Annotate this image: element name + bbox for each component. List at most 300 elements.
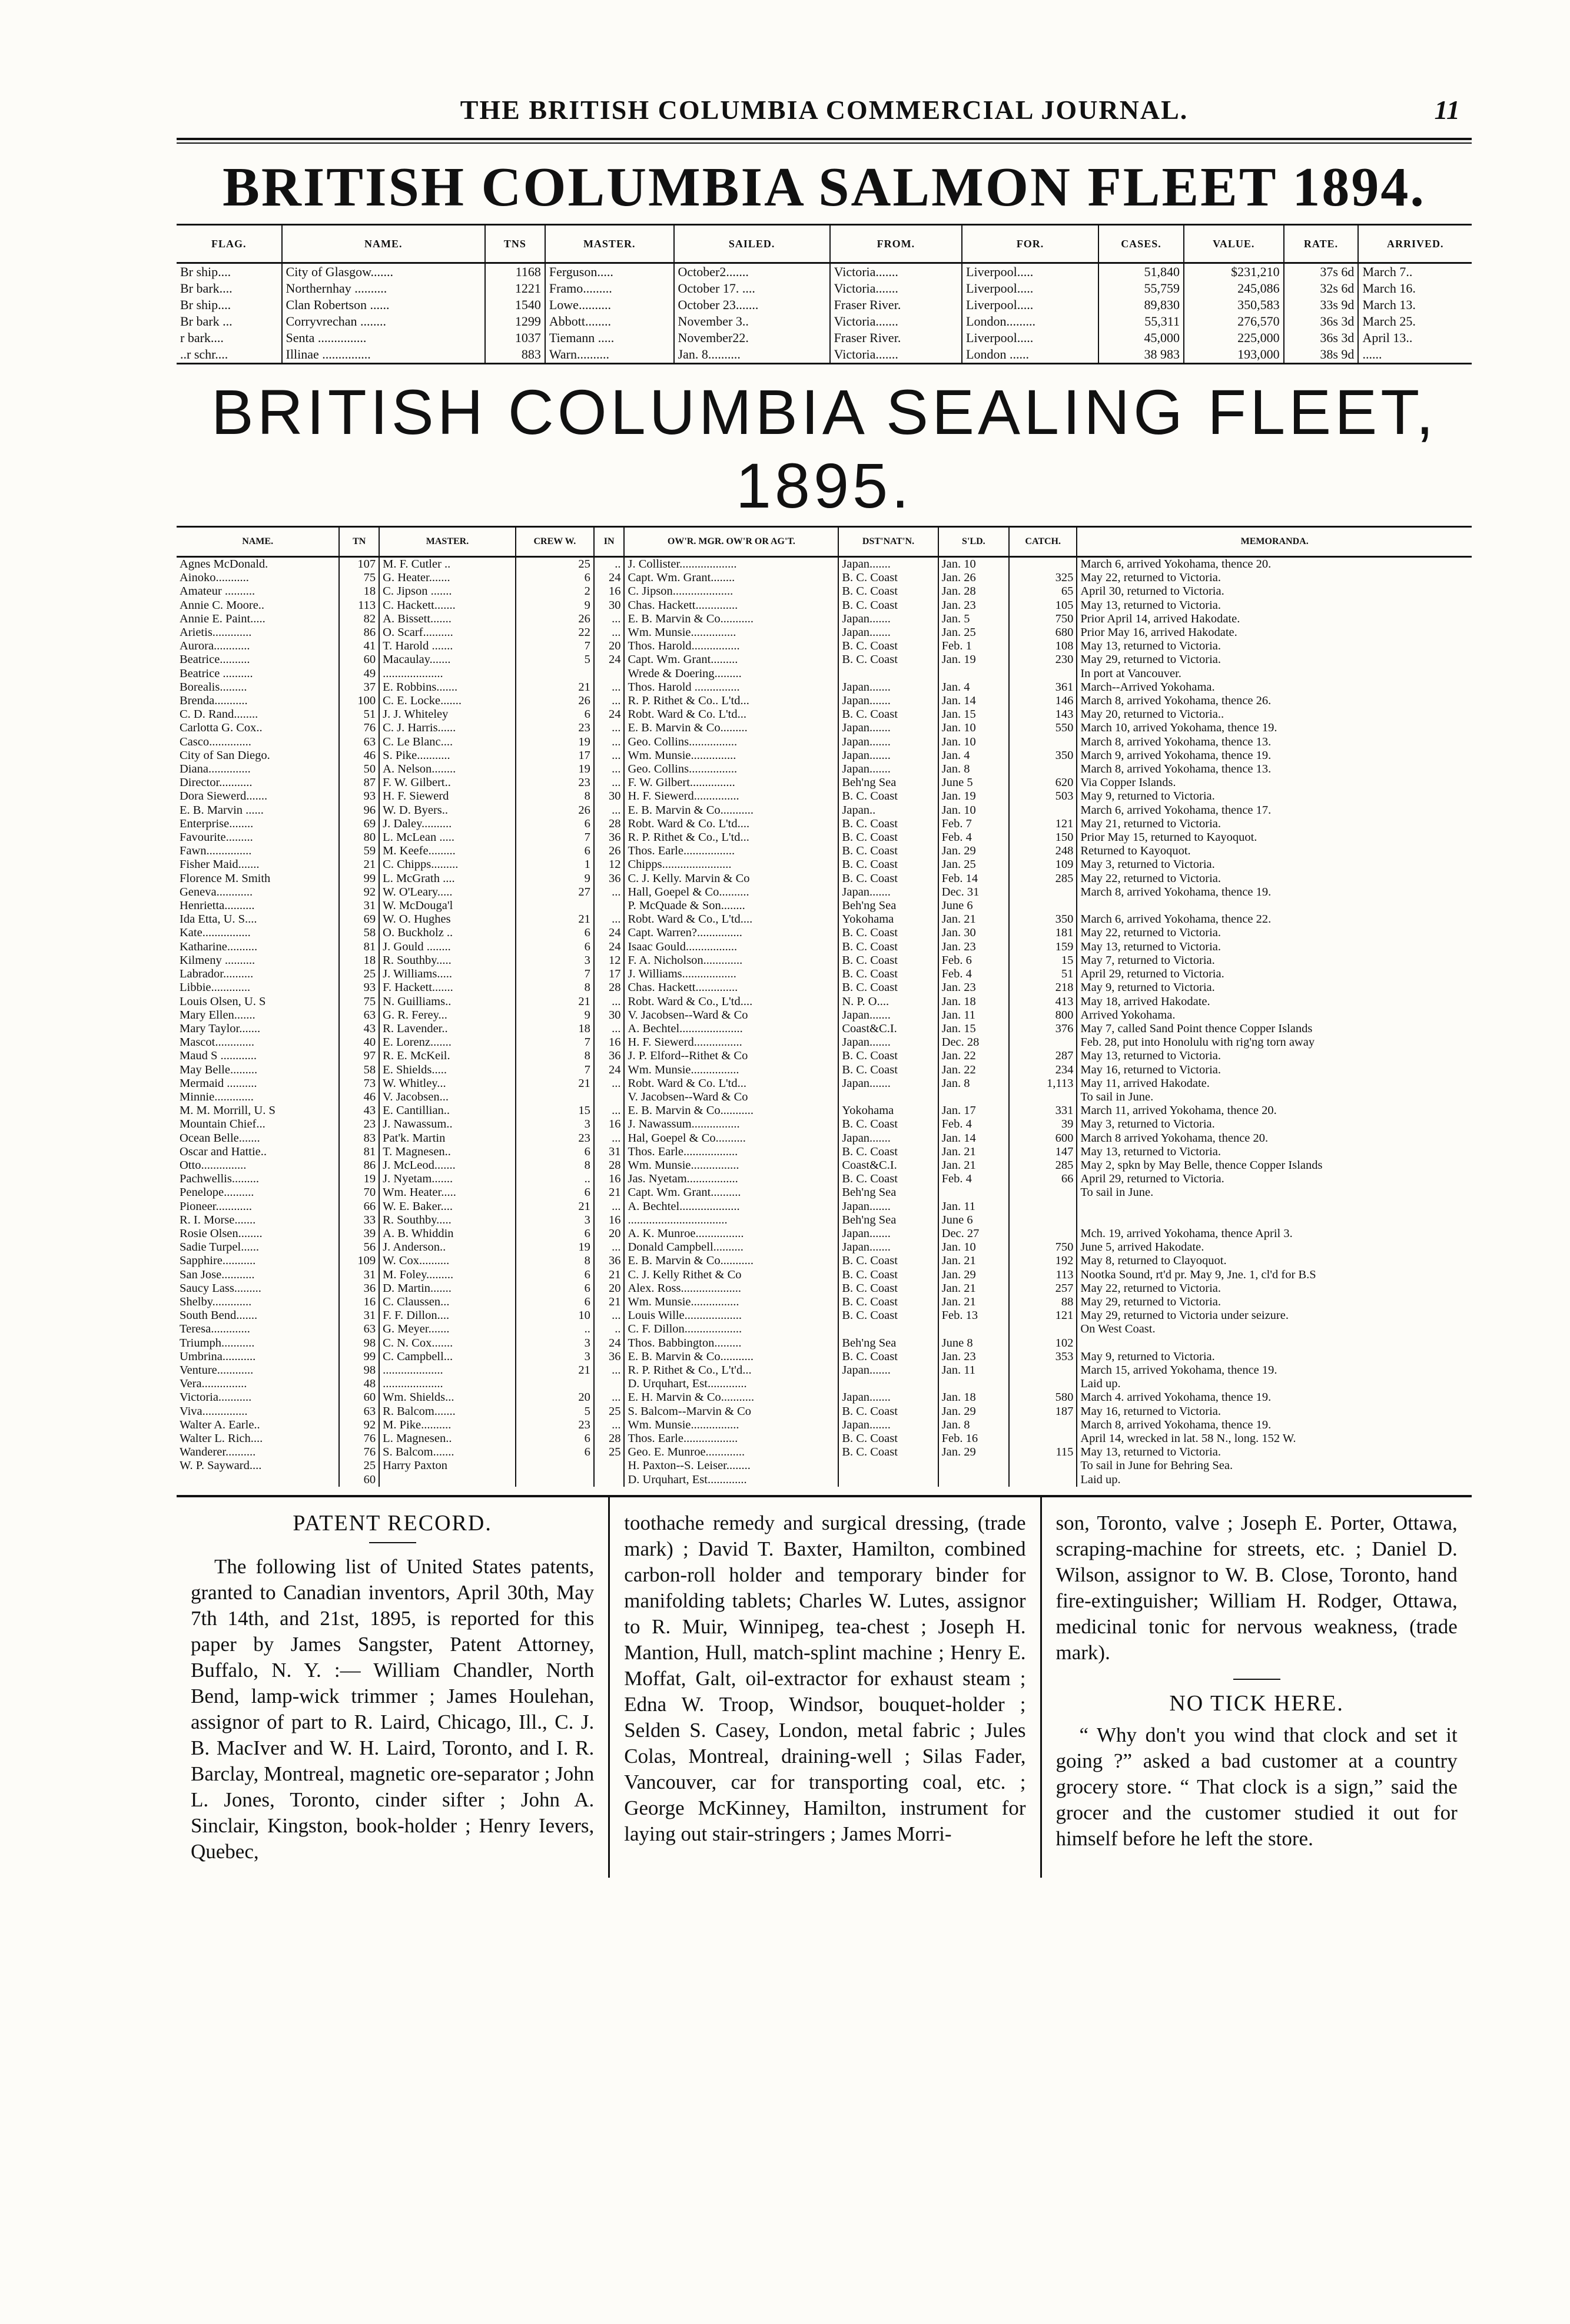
table-cell: J. J. Whiteley xyxy=(379,708,516,721)
table-cell: March 7.. xyxy=(1358,263,1472,281)
divider xyxy=(369,1542,416,1543)
table-cell: Thos. Earle.................. xyxy=(624,1432,838,1446)
table-cell: Jan. 10 xyxy=(938,1241,1009,1254)
table-cell: Kilmeny .......... xyxy=(180,953,255,967)
table-cell: 48 xyxy=(339,1377,379,1391)
table-cell: June 5, arrived Hakodate. xyxy=(1077,1241,1472,1254)
table-cell xyxy=(1009,886,1077,899)
table-cell: 31 xyxy=(339,899,379,913)
table-cell: On West Coast. xyxy=(1077,1322,1472,1336)
table-row xyxy=(177,954,1472,967)
table-cell: 121 xyxy=(1009,1309,1077,1322)
table-cell: B. C. Coast xyxy=(838,817,938,831)
table-cell: City of Glasgow....... xyxy=(282,263,485,281)
column-header: NAME. xyxy=(282,225,485,263)
table-cell: 31 xyxy=(339,1268,379,1282)
table-cell: J. P. Elford--Rithet & Co xyxy=(624,1049,838,1063)
table-cell: Florence M. Smith xyxy=(180,871,271,885)
table-cell: Thos. Babbington......... xyxy=(624,1337,838,1350)
column-header: IN xyxy=(594,527,625,557)
table-cell: 16 xyxy=(594,1214,625,1227)
table-cell: Japan....... xyxy=(838,1200,938,1214)
table-cell: Fraser River. xyxy=(830,297,962,313)
table-cell: W. McDouga'l xyxy=(379,899,516,913)
table-cell: Br bark ... xyxy=(180,314,233,329)
table-cell xyxy=(1009,1214,1077,1227)
table-cell: 245,086 xyxy=(1184,280,1284,297)
table-cell: B. C. Coast xyxy=(838,1309,938,1322)
table-row xyxy=(177,1418,1472,1432)
table-cell: Capt. Wm. Grant........ xyxy=(624,571,838,585)
table-cell: 30 xyxy=(594,1009,625,1022)
table-cell: Nootka Sound, rt'd pr. May 9, Jne. 1, cl'd for B.S xyxy=(1077,1268,1472,1282)
table-cell: June 6 xyxy=(938,1214,1009,1227)
table-row xyxy=(177,1432,1472,1446)
table-cell xyxy=(838,1322,938,1336)
table-cell: Victoria........... xyxy=(180,1391,252,1404)
table-cell: Feb. 28, put into Honolulu with rig'ng torn away xyxy=(1077,1036,1472,1049)
table-cell: 350 xyxy=(1009,749,1077,762)
table-cell: ... xyxy=(594,721,625,735)
table-cell xyxy=(516,1459,594,1473)
table-cell: Jan. 21 xyxy=(938,1159,1009,1172)
table-cell: Feb. 4 xyxy=(938,1172,1009,1186)
table-cell: Japan....... xyxy=(838,681,938,694)
table-cell: 60 xyxy=(339,1473,379,1487)
table-cell: 21 xyxy=(339,858,379,871)
table-cell: 21 xyxy=(516,1364,594,1377)
table-row xyxy=(177,1391,1472,1404)
table-row xyxy=(177,571,1472,585)
table-cell: 18 xyxy=(339,954,379,967)
table-cell: 56 xyxy=(339,1241,379,1254)
table-cell: 6 xyxy=(516,571,594,585)
table-cell: 33 xyxy=(339,1214,379,1227)
table-row xyxy=(177,913,1472,926)
table-cell: 12 xyxy=(594,858,625,871)
table-row xyxy=(177,1214,1472,1227)
table-cell: March 25. xyxy=(1358,313,1472,330)
table-cell: 102 xyxy=(1009,1337,1077,1350)
table-cell: A. Bechtel..................... xyxy=(624,1022,838,1036)
table-cell: Isaac Gould................. xyxy=(624,940,838,954)
table-cell: 93 xyxy=(339,981,379,994)
table-cell: Henrietta.......... xyxy=(180,899,255,913)
table-cell: B. C. Coast xyxy=(838,585,938,598)
table-cell: 23 xyxy=(516,1418,594,1432)
table-cell: Harry Paxton xyxy=(379,1459,516,1473)
table-cell: Jan. 23 xyxy=(938,599,1009,612)
table-cell: 20 xyxy=(594,1282,625,1295)
table-cell: B. C. Coast xyxy=(838,1118,938,1131)
table-cell: 36 xyxy=(594,1049,625,1063)
table-cell: 285 xyxy=(1009,1159,1077,1172)
table-cell: Jan. 25 xyxy=(938,858,1009,871)
table-cell: W. E. Baker.... xyxy=(379,1200,516,1214)
table-row xyxy=(177,1159,1472,1172)
table-cell: Beh'ng Sea xyxy=(838,899,938,913)
table-row xyxy=(177,1350,1472,1364)
table-cell: 21 xyxy=(516,1077,594,1090)
column-header: RATE. xyxy=(1284,225,1359,263)
table-cell: Amateur .......... xyxy=(180,585,255,598)
table-cell: 65 xyxy=(1009,585,1077,598)
table-cell: Pachwellis......... xyxy=(180,1172,259,1186)
table-cell: 30 xyxy=(594,599,625,612)
table-cell: Jan. 11 xyxy=(938,1364,1009,1377)
table-cell: 23 xyxy=(516,721,594,735)
table-cell: J. Nawassum................ xyxy=(624,1118,838,1131)
table-cell: 99 xyxy=(339,1350,379,1364)
table-cell: Jan. 29 xyxy=(938,844,1009,858)
table-cell: 503 xyxy=(1009,790,1077,803)
table-cell: 25 xyxy=(516,557,594,572)
table-cell: B. C. Coast xyxy=(838,571,938,585)
table-cell: C. J. Kelly Rithet & Co xyxy=(624,1268,838,1282)
table-cell: 25 xyxy=(594,1446,625,1459)
table-row xyxy=(177,313,1472,330)
table-cell: 192 xyxy=(1009,1254,1077,1268)
table-cell xyxy=(1009,1090,1077,1104)
table-cell: 9 xyxy=(516,1009,594,1022)
table-cell: E. B. Marvin & Co........... xyxy=(624,1350,838,1364)
table-row xyxy=(177,1364,1472,1377)
table-cell: 24 xyxy=(594,926,625,940)
table-cell: ... xyxy=(594,1364,625,1377)
table-cell: 19 xyxy=(516,762,594,776)
table-row xyxy=(177,1145,1472,1159)
table-cell: 25 xyxy=(339,967,379,981)
table-cell: Feb. 1 xyxy=(938,639,1009,653)
table-row xyxy=(177,1309,1472,1322)
table-cell: 23 xyxy=(516,776,594,790)
table-row xyxy=(177,1009,1472,1022)
table-cell: Liverpool..... xyxy=(962,297,1098,313)
table-cell: Jan. 11 xyxy=(938,1009,1009,1022)
table-cell: 6 xyxy=(516,708,594,721)
table-cell: Geo. Collins................ xyxy=(624,762,838,776)
table-cell: F. W. Gilbert.. xyxy=(379,776,516,790)
table-cell: E. Lorenz....... xyxy=(379,1036,516,1049)
table-cell: Brenda........... xyxy=(180,694,248,708)
table-cell: W. O. Hughes xyxy=(379,913,516,926)
table-row xyxy=(177,1077,1472,1090)
table-cell: Feb. 6 xyxy=(938,954,1009,967)
table-cell: Jas. Nyetam................. xyxy=(624,1172,838,1186)
table-cell: Capt. Warren?............... xyxy=(624,926,838,940)
table-cell: 75 xyxy=(339,995,379,1009)
table-cell: C. F. Dillon................... xyxy=(624,1322,838,1336)
table-cell: 97 xyxy=(339,1049,379,1063)
table-cell: May 13, returned to Victoria. xyxy=(1077,1049,1472,1063)
table-cell: C. Hackett....... xyxy=(379,599,516,612)
table-cell: B. C. Coast xyxy=(838,1446,938,1459)
table-cell: 16 xyxy=(594,1172,625,1186)
table-cell: 96 xyxy=(339,804,379,817)
table-cell: Arrived Yokohama. xyxy=(1077,1009,1472,1022)
table-cell: C. Jipson ....... xyxy=(379,585,516,598)
table-cell: B. C. Coast xyxy=(838,981,938,994)
table-cell: 63 xyxy=(339,735,379,749)
table-row xyxy=(177,346,1472,364)
table-row xyxy=(177,280,1472,297)
table-cell: Jan. 21 xyxy=(938,1282,1009,1295)
table-cell: Liverpool..... xyxy=(962,280,1098,297)
table-cell: 33s 9d xyxy=(1284,297,1359,313)
table-cell: W. P. Sayward.... xyxy=(180,1459,262,1473)
table-cell: Mary Taylor....... xyxy=(180,1022,261,1035)
table-cell: Jan. 29 xyxy=(938,1446,1009,1459)
table-cell: Arietis............. xyxy=(180,626,252,639)
table-cell: R. Lavender.. xyxy=(379,1022,516,1036)
table-cell: 350 xyxy=(1009,913,1077,926)
column-header: FOR. xyxy=(962,225,1098,263)
table-row xyxy=(177,886,1472,899)
table-cell: 193,000 xyxy=(1184,346,1284,364)
table-cell: Jan. 15 xyxy=(938,1022,1009,1036)
table-cell: 21 xyxy=(594,1268,625,1282)
table-cell: 325 xyxy=(1009,571,1077,585)
table-cell: 50 xyxy=(339,762,379,776)
table-cell: Clan Robertson ...... xyxy=(282,297,485,313)
table-cell: Feb. 4 xyxy=(938,967,1009,981)
table-cell: Jan. 8 xyxy=(938,762,1009,776)
table-cell: Abbott........ xyxy=(545,313,674,330)
table-cell: March 6, arrived Yokohama, thence 17. xyxy=(1077,804,1472,817)
table-cell: 60 xyxy=(339,653,379,667)
table-cell: Vera............... xyxy=(180,1377,247,1391)
table-cell: B. C. Coast xyxy=(838,844,938,858)
table-cell: Viva............... xyxy=(180,1404,248,1418)
table-cell: ... xyxy=(594,886,625,899)
table-cell: ... xyxy=(594,1309,625,1322)
table-cell: J. Anderson.. xyxy=(379,1241,516,1254)
table-cell: 31 xyxy=(339,1309,379,1322)
table-cell: Kate................ xyxy=(180,926,251,940)
table-row xyxy=(177,967,1472,981)
table-cell: G. Meyer....... xyxy=(379,1322,516,1336)
table-cell: Jan. 23 xyxy=(938,940,1009,954)
table-cell: B. C. Coast xyxy=(838,967,938,981)
table-row xyxy=(177,981,1472,994)
table-cell: 66 xyxy=(1009,1172,1077,1186)
table-cell: ... xyxy=(594,1104,625,1118)
table-header-row xyxy=(177,527,1472,557)
table-cell: 150 xyxy=(1009,831,1077,844)
table-cell: B. C. Coast xyxy=(838,1432,938,1446)
table-cell: D. Urquhart, Est............. xyxy=(624,1473,838,1487)
table-cell: Liverpool..... xyxy=(962,330,1098,346)
patent-text: son, Toronto, valve ; Joseph E. Porter, Ottawa, scraping-machine for streets, etc. ; Daniel D. Wilson, assignor to W. B. Close, Toronto, hand fire-extinguisher; William H. Rodger, Ottawa, medicinal tonic for nervous weakness, (trade mark). xyxy=(1055,1511,1458,1664)
table-cell: Jan. 23 xyxy=(938,981,1009,994)
table-cell: 25 xyxy=(594,1405,625,1418)
table-cell: Wrede & Doering......... xyxy=(624,667,838,681)
table-row xyxy=(177,995,1472,1009)
table-cell: .................... xyxy=(379,1364,516,1377)
table-cell: R. Southby..... xyxy=(379,1214,516,1227)
table-cell: Robt. Ward & Co., L'td.... xyxy=(624,913,838,926)
table-cell: Jan. 30 xyxy=(938,926,1009,940)
table-cell: Jan. 19 xyxy=(938,653,1009,667)
table-cell: B. C. Coast xyxy=(838,1254,938,1268)
sealing-fleet-title: BRITISH COLUMBIA SEALING FLEET, 1895. xyxy=(211,376,1438,521)
table-cell: 37 xyxy=(339,681,379,694)
table-row xyxy=(177,1172,1472,1186)
table-cell: Japan....... xyxy=(838,694,938,708)
table-cell: Ida Etta, U. S.... xyxy=(180,913,257,926)
table-cell: B. C. Coast xyxy=(838,872,938,886)
table-cell: 113 xyxy=(1009,1268,1077,1282)
table-cell: 1540 xyxy=(485,297,545,313)
table-cell: May 29, returned to Victoria. xyxy=(1077,653,1472,667)
table-cell: ... xyxy=(594,1391,625,1404)
table-cell: Sadie Turpel...... xyxy=(180,1241,259,1254)
column-header: CREW W. xyxy=(516,527,594,557)
table-cell: 36 xyxy=(594,872,625,886)
table-cell: Jan. 8 xyxy=(938,1418,1009,1432)
table-cell: Beh'ng Sea xyxy=(838,1214,938,1227)
table-row xyxy=(177,1063,1472,1077)
table-cell: Pat'k. Martin xyxy=(379,1132,516,1145)
table-cell: 8 xyxy=(516,1049,594,1063)
table-cell: 66 xyxy=(339,1200,379,1214)
table-cell: 8 xyxy=(516,1254,594,1268)
table-cell: B. C. Coast xyxy=(838,1268,938,1282)
table-cell: Katharine.......... xyxy=(180,940,258,953)
table-cell: 98 xyxy=(339,1364,379,1377)
table-cell: Diana.............. xyxy=(180,762,251,776)
table-cell xyxy=(594,899,625,913)
table-cell xyxy=(1077,1200,1472,1214)
table-cell: Libbie............. xyxy=(180,981,251,994)
column-header: MASTER. xyxy=(379,527,516,557)
table-cell xyxy=(594,1377,625,1391)
table-cell: Warn.......... xyxy=(545,346,674,364)
table-cell: H. Paxton--S. Leiser........ xyxy=(624,1459,838,1473)
table-cell: Dora Siewerd....... xyxy=(180,790,268,803)
table-cell: Jan. 21 xyxy=(938,1145,1009,1159)
table-cell: Carlotta G. Cox.. xyxy=(180,721,263,735)
table-cell xyxy=(1077,1214,1472,1227)
table-cell xyxy=(516,1473,594,1487)
table-cell: Jan. 29 xyxy=(938,1268,1009,1282)
table-cell: P. McQuade & Son........ xyxy=(624,899,838,913)
table-cell: 63 xyxy=(339,1405,379,1418)
table-cell: Ocean Belle....... xyxy=(180,1131,260,1145)
table-cell: J. McLeod....... xyxy=(379,1159,516,1172)
column-header: CASES. xyxy=(1098,225,1184,263)
table-cell xyxy=(838,1090,938,1104)
table-cell: 18 xyxy=(516,1022,594,1036)
column-header: SAILED. xyxy=(674,225,830,263)
column-header: MEMORANDA. xyxy=(1077,527,1472,557)
table-cell: San Jose........... xyxy=(180,1268,255,1281)
table-cell: Japan....... xyxy=(838,721,938,735)
table-cell: May 22, returned to Victoria. xyxy=(1077,872,1472,886)
table-cell xyxy=(838,1377,938,1391)
table-cell: Japan....... xyxy=(838,1132,938,1145)
table-cell: Senta ............... xyxy=(282,330,485,346)
column-header: DST'NAT'N. xyxy=(838,527,938,557)
table-cell: C. Campbell... xyxy=(379,1350,516,1364)
table-cell: Geneva............ xyxy=(180,885,253,899)
table-cell: E. B. Marvin & Co........... xyxy=(624,1254,838,1268)
table-cell: 25 xyxy=(339,1459,379,1473)
table-cell: O. Scarf.......... xyxy=(379,626,516,639)
table-cell: March 8, arrived Yokohama, thence 19. xyxy=(1077,886,1472,899)
table-cell: Br bark.... xyxy=(180,281,233,296)
table-cell: 26 xyxy=(516,804,594,817)
table-cell xyxy=(594,667,625,681)
table-row xyxy=(177,858,1472,871)
table-cell: 28 xyxy=(594,817,625,831)
table-cell xyxy=(938,667,1009,681)
lower-columns xyxy=(177,1495,1472,1878)
table-cell: 92 xyxy=(339,886,379,899)
table-cell: Mermaid .......... xyxy=(180,1076,257,1090)
table-cell: March 6, arrived Yokohama, thence 20. xyxy=(1077,557,1472,572)
table-cell: E. B. Marvin ...... xyxy=(180,803,264,817)
table-cell: 51,840 xyxy=(1098,263,1184,281)
table-cell: M. Keefe......... xyxy=(379,844,516,858)
table-cell: H. F. Siewerd................ xyxy=(624,1036,838,1049)
table-cell: Wm. Munsie................ xyxy=(624,1063,838,1077)
table-cell: Northernhay .......... xyxy=(282,280,485,297)
table-row xyxy=(177,926,1472,940)
table-cell: Yokohama xyxy=(838,1104,938,1118)
table-cell: Japan....... xyxy=(838,626,938,639)
table-cell: May 3, returned to Victoria. xyxy=(1077,858,1472,871)
table-cell: Teresa............. xyxy=(180,1322,250,1336)
table-cell: Jan. 28 xyxy=(938,585,1009,598)
table-cell: To sail in June. xyxy=(1077,1186,1472,1199)
table-cell: 86 xyxy=(339,1159,379,1172)
table-cell: B. C. Coast xyxy=(838,708,938,721)
table-cell: 24 xyxy=(594,571,625,585)
table-cell: Jan. 21 xyxy=(938,1295,1009,1309)
table-cell: 32s 6d xyxy=(1284,280,1359,297)
table-cell: 24 xyxy=(594,708,625,721)
table-cell: Wm. Munsie............... xyxy=(624,626,838,639)
table-cell: April 14, wrecked in lat. 58 N., long. 152 W. xyxy=(1077,1432,1472,1446)
table-cell: Prior April 14, arrived Hakodate. xyxy=(1077,612,1472,626)
table-cell: 81 xyxy=(339,1145,379,1159)
table-cell: Otto............... xyxy=(180,1158,247,1172)
table-cell: Walter L. Rich.... xyxy=(180,1432,263,1445)
table-cell: B. C. Coast xyxy=(838,940,938,954)
table-cell: Japan....... xyxy=(838,886,938,899)
table-cell: 225,000 xyxy=(1184,330,1284,346)
table-row xyxy=(177,1322,1472,1336)
table-cell: .................... xyxy=(379,667,516,681)
table-cell: Jan. 22 xyxy=(938,1049,1009,1063)
table-cell: W. Cox.......... xyxy=(379,1254,516,1268)
table-cell: 115 xyxy=(1009,1446,1077,1459)
table-cell: 18 xyxy=(339,585,379,598)
table-cell: 113 xyxy=(339,599,379,612)
table-cell xyxy=(938,1090,1009,1104)
table-cell: E. B. Marvin & Co........... xyxy=(624,612,838,626)
table-cell: 20 xyxy=(594,639,625,653)
table-cell: Jan. 4 xyxy=(938,681,1009,694)
table-cell: Pioneer............ xyxy=(180,1199,252,1213)
table-cell: 159 xyxy=(1009,940,1077,954)
table-row xyxy=(177,1049,1472,1063)
table-cell: Hal, Goepel & Co.......... xyxy=(624,1132,838,1145)
table-cell: Jan. 10 xyxy=(938,735,1009,749)
column-header: VALUE. xyxy=(1184,225,1284,263)
table-cell xyxy=(516,1090,594,1104)
